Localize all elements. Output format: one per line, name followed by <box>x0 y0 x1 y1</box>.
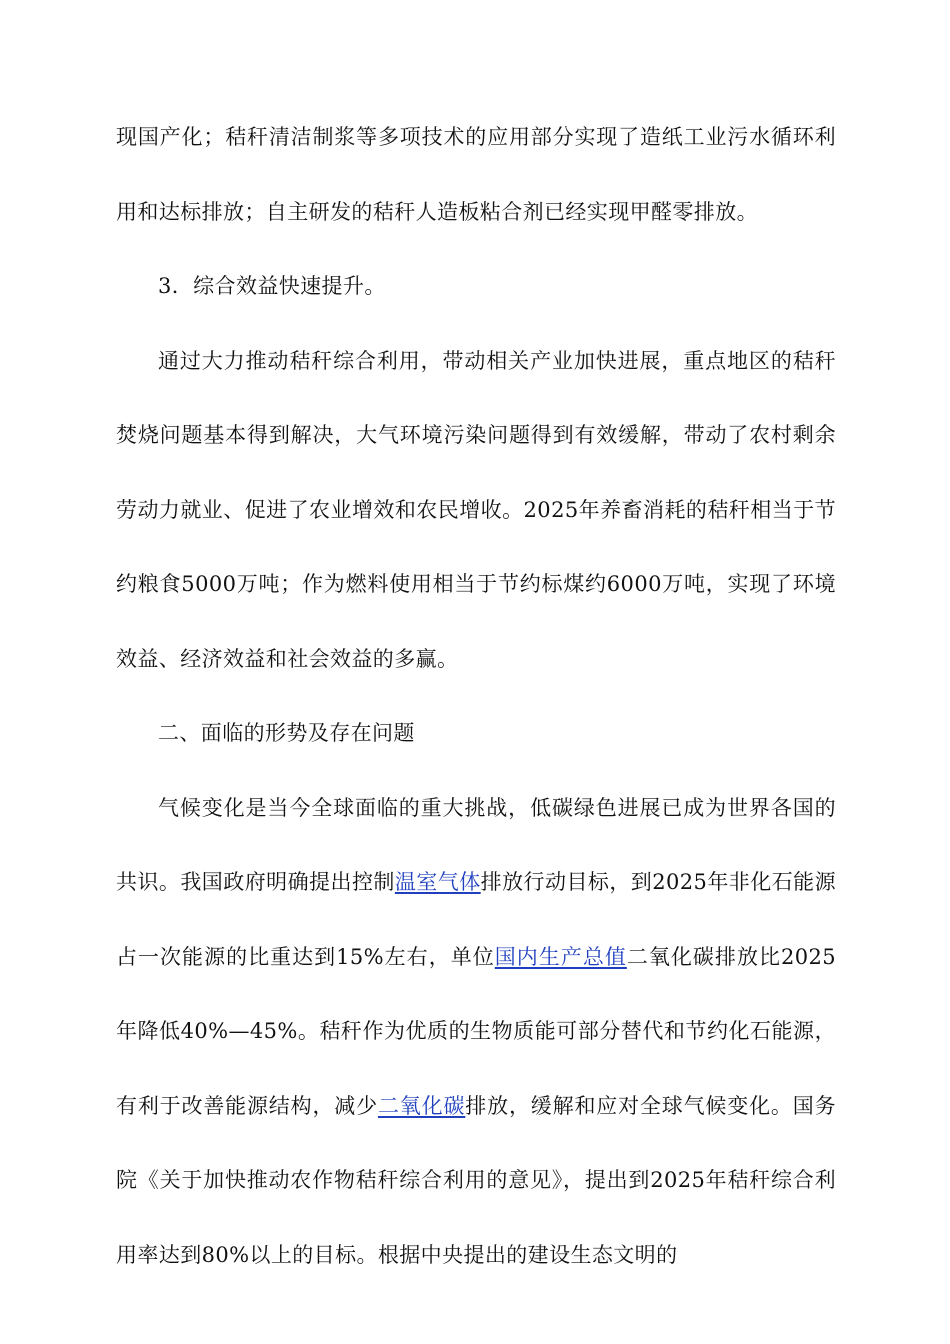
paragraph-situation <box>116 771 836 1293</box>
paragraph-continuation: 现国产化；秸秆清洁制浆等多项技术的应用部分实现了造纸工业污水循环利用和达标排放；自主研发的秸秆人造板粘合剂已经实现甲醛零排放。 <box>116 125 836 224</box>
text-segment: 排放行动目标，到2025年非化石能源占一次能源的比重达到15%左右，单位 <box>116 870 836 969</box>
link-carbon-dioxide[interactable]: 二氧化碳 <box>377 1093 466 1118</box>
text-segment: 二氧化碳排放比2025年降低40%—45%。秸秆作为优质的生物质能可部分替代和节约化石能源，有利于改善能源结构，减少 <box>116 944 837 1118</box>
paragraph-benefits: 通过大力推动秸秆综合利用，带动相关产业加快进展，重点地区的秸秆焚烧问题基本得到解决，大气环境污染问题得到有效缓解，带动了农村剩余劳动力就业、促进了农业增效和农民增收。2025年养畜消耗的秸秆相当于节约粮食5000万吨；作为燃料使用相当于节约标煤约6000万吨，实现了环境效益、经济效益和社会效益的多赢。 <box>116 348 836 671</box>
text-segment: 排放，缓解和应对全球气候变化。国务院《关于加快推动农作物秸秆综合利用的意见》，提出到2025年秸秆综合利用率达到80%以上的目标。根据中央提出的建设生态文明的 <box>116 1093 836 1267</box>
section-heading-2: 二、面临的形势及存在问题 <box>158 721 415 745</box>
link-gdp[interactable]: 国内生产总值 <box>494 944 627 969</box>
document-body <box>116 100 836 1292</box>
section-heading-3: 3．综合效益快速提升。 <box>158 274 386 298</box>
text-segment: 气候变化是当今全球面临的重大挑战，低碳绿色进展已成为世界各国的共识。我国政府明确提出控制 <box>116 795 836 894</box>
link-greenhouse-gas[interactable]: 温室气体 <box>394 870 481 894</box>
